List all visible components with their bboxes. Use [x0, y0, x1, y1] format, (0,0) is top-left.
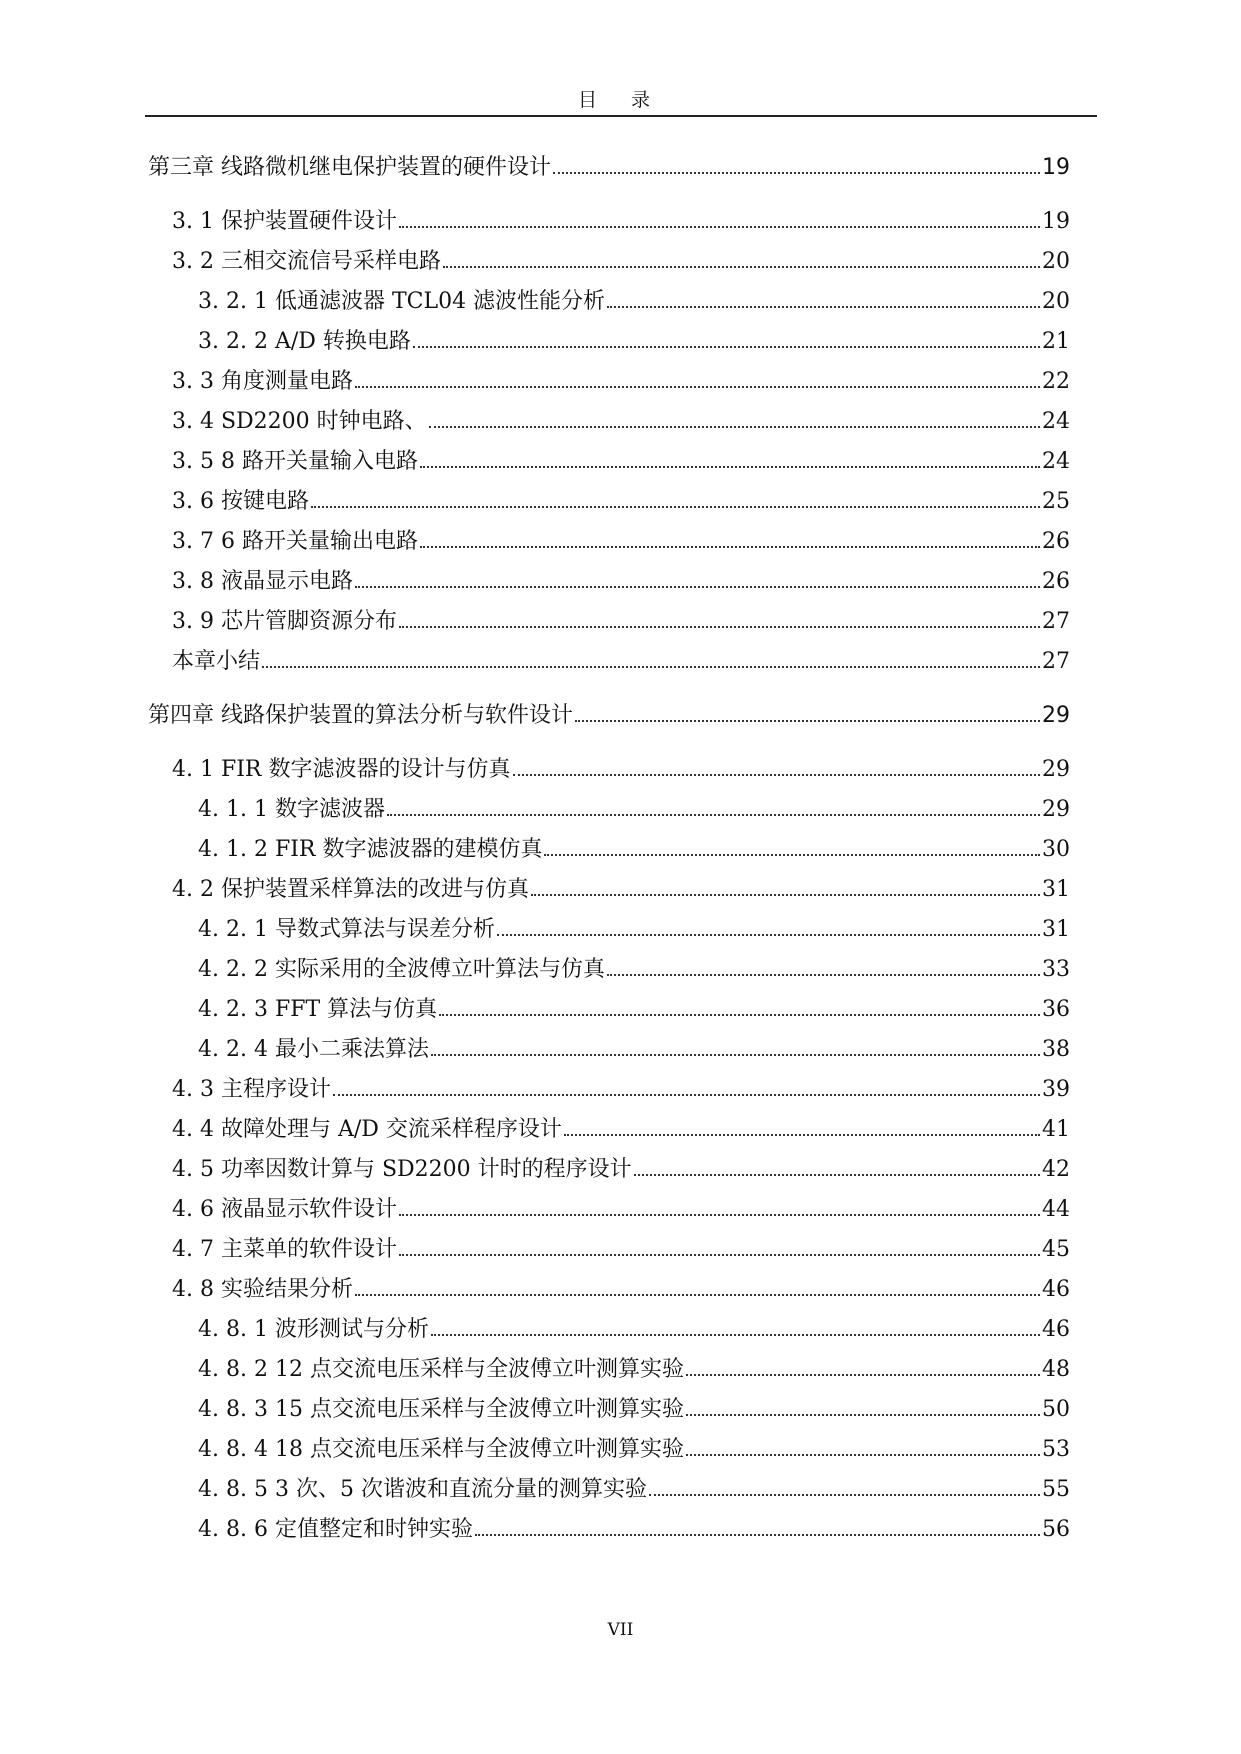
toc-entry-page: 42 — [1042, 1157, 1070, 1182]
toc-entry[interactable] — [148, 952, 1070, 992]
toc-entry[interactable] — [148, 364, 1070, 404]
toc-entry-label: 3. 9 芯片管脚资源分布 — [172, 609, 397, 634]
toc-entry[interactable] — [148, 1312, 1070, 1352]
toc-entry-label: 3. 8 液晶显示电路 — [172, 569, 353, 594]
dot-leader — [311, 506, 1040, 508]
toc-entry-page: 46 — [1042, 1277, 1070, 1302]
toc-entry-label: 4. 3 主程序设计 — [172, 1077, 331, 1102]
toc-entry-page: 26 — [1042, 529, 1070, 554]
toc-entry[interactable] — [148, 1232, 1070, 1272]
toc-entry[interactable] — [148, 604, 1070, 644]
toc-entry-page: 19 — [1042, 155, 1070, 180]
toc-entry[interactable] — [148, 1472, 1070, 1512]
toc-entry[interactable] — [148, 1272, 1070, 1312]
toc-entry-page: 20 — [1042, 249, 1070, 274]
dot-leader — [262, 666, 1040, 668]
toc-entry-page: 55 — [1042, 1477, 1070, 1502]
toc-entry-label: 4. 2. 3 FFT 算法与仿真 — [198, 997, 438, 1022]
toc-entry[interactable] — [148, 324, 1070, 364]
dot-leader — [355, 586, 1040, 588]
dot-leader — [355, 1294, 1040, 1296]
table-of-contents — [148, 150, 1070, 1552]
dot-leader — [513, 774, 1041, 776]
dot-leader — [399, 626, 1040, 628]
toc-entry-page: 46 — [1042, 1317, 1070, 1342]
toc-entry-page: 31 — [1042, 877, 1070, 902]
toc-entry-page: 53 — [1042, 1437, 1070, 1462]
dot-leader — [387, 814, 1040, 816]
toc-entry[interactable] — [148, 564, 1070, 604]
toc-entry[interactable] — [148, 992, 1070, 1032]
toc-entry-page: 31 — [1042, 917, 1070, 942]
toc-entry-label: 3. 6 按键电路 — [172, 489, 309, 514]
toc-entry-label: 4. 1. 1 数字滤波器 — [198, 797, 385, 822]
toc-entry-page: 44 — [1042, 1197, 1070, 1222]
toc-entry-label: 4. 2. 4 最小二乘法算法 — [198, 1037, 429, 1062]
toc-entry-page: 29 — [1042, 757, 1070, 782]
toc-entry-label: 3. 3 角度测量电路 — [172, 369, 353, 394]
toc-entry[interactable] — [148, 912, 1070, 952]
dot-leader — [686, 1414, 1040, 1416]
toc-entry-page: 41 — [1042, 1117, 1070, 1142]
dot-leader — [399, 226, 1040, 228]
toc-entry[interactable] — [148, 1392, 1070, 1432]
toc-entry[interactable] — [148, 1352, 1070, 1392]
toc-entry[interactable] — [148, 1072, 1070, 1112]
toc-entry-label: 3. 4 SD2200 时钟电路、 — [172, 409, 427, 434]
dot-leader — [475, 1534, 1040, 1536]
toc-entry-label: 3. 2. 1 低通滤波器 TCL04 滤波性能分析 — [198, 289, 606, 314]
dot-leader — [431, 1054, 1040, 1056]
toc-entry[interactable] — [148, 1032, 1070, 1072]
toc-entry-label: 4. 8. 6 定值整定和时钟实验 — [198, 1517, 473, 1542]
toc-entry-page: 29 — [1042, 703, 1070, 728]
dot-leader — [497, 934, 1040, 936]
dot-leader — [420, 546, 1040, 548]
dot-leader — [431, 1334, 1040, 1336]
dot-leader — [607, 974, 1040, 976]
toc-entry[interactable] — [148, 524, 1070, 564]
toc-entry[interactable] — [148, 404, 1070, 444]
dot-leader — [553, 172, 1040, 174]
header-rule — [145, 115, 1097, 117]
toc-entry-page: 30 — [1042, 837, 1070, 862]
dot-leader — [420, 466, 1040, 468]
toc-entry-label: 3. 5 8 路开关量输入电路 — [172, 449, 418, 474]
toc-entry[interactable] — [148, 1192, 1070, 1232]
dot-leader — [607, 306, 1040, 308]
toc-entry[interactable] — [148, 284, 1070, 324]
toc-entry-page: 48 — [1042, 1357, 1070, 1382]
toc-entry-label: 本章小结 — [172, 649, 261, 674]
dot-leader — [531, 894, 1040, 896]
toc-entry[interactable] — [148, 832, 1070, 872]
toc-entry-page: 24 — [1042, 449, 1070, 474]
dot-leader — [333, 1094, 1040, 1096]
toc-entry-label: 3. 7 6 路开关量输出电路 — [172, 529, 418, 554]
toc-entry[interactable] — [148, 644, 1070, 684]
toc-entry-page: 22 — [1042, 369, 1070, 394]
toc-entry[interactable] — [148, 1432, 1070, 1472]
toc-entry[interactable] — [148, 1512, 1070, 1552]
dot-leader — [634, 1174, 1040, 1176]
toc-entry-label: 4. 8. 2 12 点交流电压采样与全波傅立叶测算实验 — [198, 1357, 684, 1382]
toc-entry-label: 3. 2 三相交流信号采样电路 — [172, 249, 441, 274]
toc-entry-label: 4. 8. 3 15 点交流电压采样与全波傅立叶测算实验 — [198, 1397, 684, 1422]
dot-leader — [413, 346, 1040, 348]
toc-entry[interactable] — [148, 484, 1070, 524]
toc-entry-page: 38 — [1042, 1037, 1070, 1062]
toc-entry-label: 4. 1. 2 FIR 数字滤波器的建模仿真 — [198, 837, 543, 862]
toc-entry-label: 3. 2. 2 A/D 转换电路 — [198, 329, 411, 354]
toc-entry-page: 20 — [1042, 289, 1070, 314]
toc-entry[interactable] — [148, 1152, 1070, 1192]
running-header: 目 录 — [577, 89, 665, 111]
toc-entry-page: 36 — [1042, 997, 1070, 1022]
toc-entry[interactable] — [148, 244, 1070, 284]
dot-leader — [544, 854, 1040, 856]
toc-entry-label: 4. 4 故障处理与 A/D 交流采样程序设计 — [172, 1117, 562, 1142]
toc-entry-label: 4. 8 实验结果分析 — [172, 1277, 353, 1302]
toc-entry-page: 27 — [1042, 609, 1070, 634]
toc-entry[interactable] — [148, 792, 1070, 832]
page-number: VII — [607, 1620, 634, 1640]
toc-entry-label: 4. 2. 2 实际采用的全波傅立叶算法与仿真 — [198, 957, 605, 982]
toc-entry-label: 4. 2 保护装置采样算法的改进与仿真 — [172, 877, 529, 902]
toc-entry[interactable] — [148, 752, 1070, 792]
toc-entry-label: 4. 7 主菜单的软件设计 — [172, 1237, 397, 1262]
dot-leader — [399, 1254, 1040, 1256]
toc-entry-label: 第三章 线路微机继电保护装置的硬件设计 — [148, 155, 551, 180]
toc-entry-label: 4. 8. 1 波形测试与分析 — [198, 1317, 429, 1342]
dot-leader — [575, 720, 1040, 722]
toc-entry-page: 27 — [1042, 649, 1070, 674]
toc-entry-page: 29 — [1042, 797, 1070, 822]
toc-entry-page: 19 — [1042, 209, 1070, 234]
dot-leader — [649, 1494, 1040, 1496]
dot-leader — [439, 1014, 1040, 1016]
toc-entry-label: 3. 1 保护装置硬件设计 — [172, 209, 397, 234]
toc-entry-page: 50 — [1042, 1397, 1070, 1422]
toc-chapter-entry[interactable] — [148, 150, 1070, 190]
toc-entry-label: 4. 6 液晶显示软件设计 — [172, 1197, 397, 1222]
toc-entry[interactable] — [148, 204, 1070, 244]
toc-entry-label: 4. 5 功率因数计算与 SD2200 计时的程序设计 — [172, 1157, 632, 1182]
dot-leader — [686, 1374, 1040, 1376]
toc-entry-page: 21 — [1042, 329, 1070, 354]
dot-leader — [686, 1454, 1040, 1456]
toc-entry-label: 4. 2. 1 导数式算法与误差分析 — [198, 917, 495, 942]
dot-leader — [355, 386, 1040, 388]
toc-entry-label: 4. 8. 5 3 次、5 次谐波和直流分量的测算实验 — [198, 1477, 647, 1502]
toc-entry[interactable] — [148, 1112, 1070, 1152]
dot-leader — [564, 1134, 1040, 1136]
toc-entry-page: 24 — [1042, 409, 1070, 434]
toc-entry-page: 33 — [1042, 957, 1070, 982]
toc-entry[interactable] — [148, 444, 1070, 484]
toc-entry-page: 25 — [1042, 489, 1070, 514]
dot-leader — [399, 1214, 1040, 1216]
toc-entry-label: 第四章 线路保护装置的算法分析与软件设计 — [148, 703, 573, 728]
toc-entry-label: 4. 1 FIR 数字滤波器的设计与仿真 — [172, 757, 511, 782]
dot-leader — [443, 266, 1040, 268]
toc-entry-label: 4. 8. 4 18 点交流电压采样与全波傅立叶测算实验 — [198, 1437, 684, 1462]
toc-chapter-entry[interactable] — [148, 698, 1070, 738]
toc-entry-page: 45 — [1042, 1237, 1070, 1262]
toc-entry-page: 39 — [1042, 1077, 1070, 1102]
dot-leader — [429, 426, 1040, 428]
toc-entry-page: 56 — [1042, 1517, 1070, 1542]
toc-entry-page: 26 — [1042, 569, 1070, 594]
toc-entry[interactable] — [148, 872, 1070, 912]
